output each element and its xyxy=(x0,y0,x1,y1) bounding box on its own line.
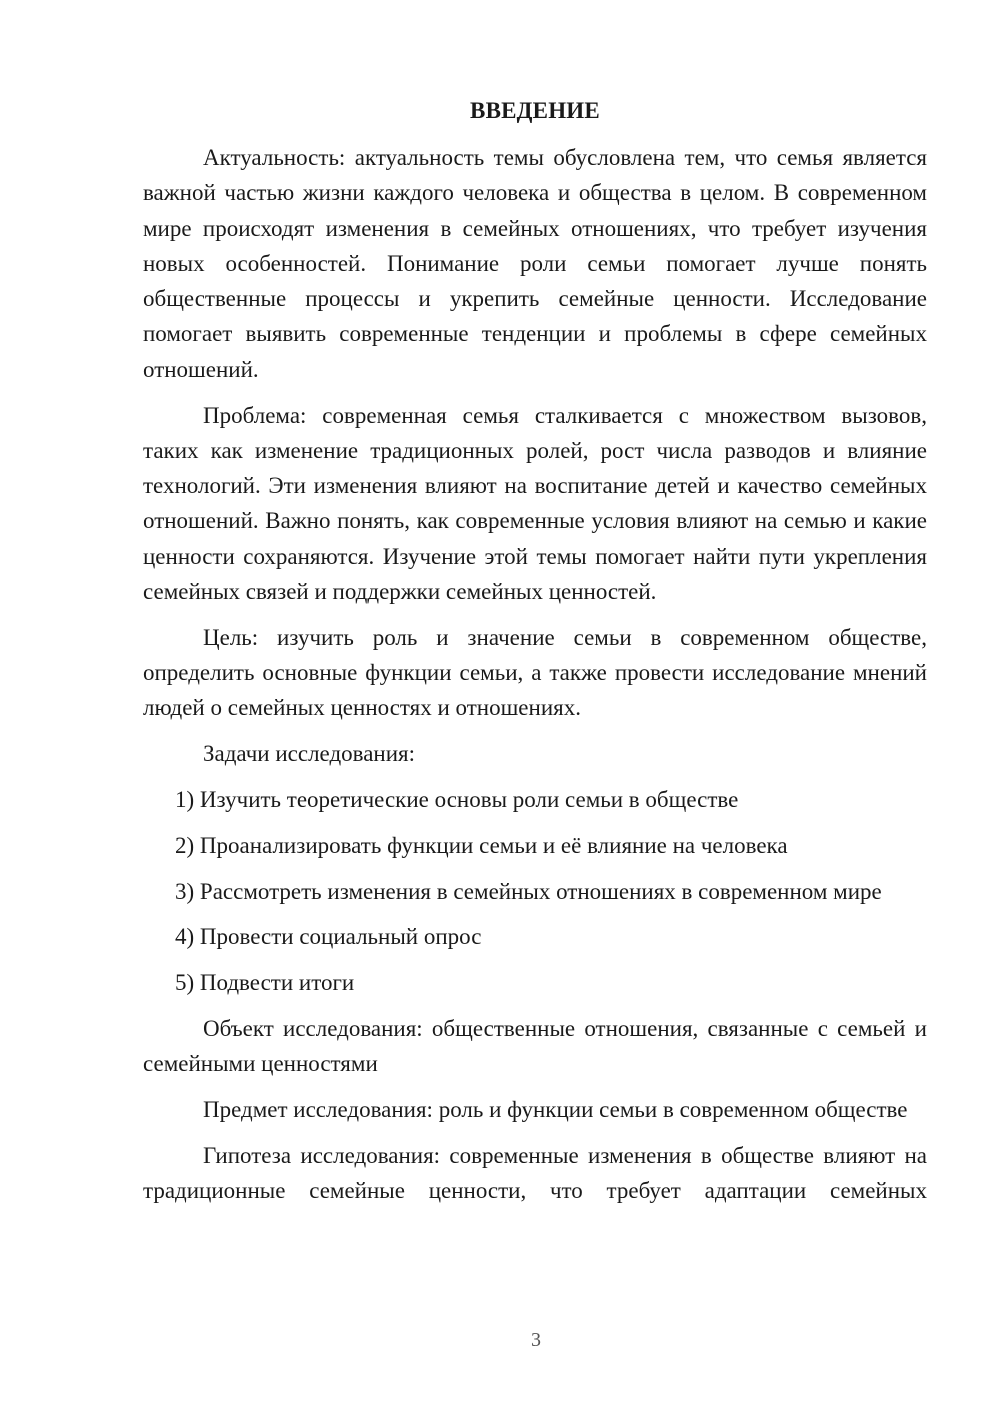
task-item: 3) Рассмотреть изменения в семейных отношениях в современном мире xyxy=(175,878,882,904)
document-page xyxy=(143,94,927,1209)
task-item: 5) Подвести итоги xyxy=(175,970,355,996)
subject-paragraph: Предмет исследования: роль и функции семьи в современном обществе xyxy=(203,1097,908,1123)
task-item: 1) Изучить теоретические основы роли семьи в обществе xyxy=(175,787,739,813)
tasks-heading: Задачи исследования: xyxy=(203,741,416,767)
task-item: 4) Провести социальный опрос xyxy=(175,924,482,950)
page-number: 3 xyxy=(531,1329,541,1351)
hypothesis-paragraph: Гипотеза исследования: современные изменения в обществе влияют на традиционные семейные ценности, что требует адаптации семейных xyxy=(143,1142,927,1204)
section-title: ВВЕДЕНИЕ xyxy=(470,98,600,123)
relevance-paragraph: Актуальность: актуальность темы обусловлена тем, что семья является важной частью жизни каждого человека и общества в целом. В современном мире происходят изменения в семейных отношениях, что требует изучения новых особенностей. Понимание роли семьи помогает лучше понять общественные процессы и укрепить семейные ценности. Исследование помогает выявить современные тенденции и проблемы в сфере семейных отношений. xyxy=(143,145,927,382)
object-paragraph: Объект исследования: общественные отношения, связанные с семьей и семейными ценностями xyxy=(143,1016,927,1077)
task-item: 2) Проанализировать функции семьи и её влияние на человека xyxy=(175,832,788,858)
problem-paragraph: Проблема: современная семья сталкивается с множеством вызовов, таких как изменение традиционных ролей, рост числа разводов и влияние технологий. Эти изменения влияют на воспитание детей и качество семейных отношений. Важно понять, как современные условия влияют на семью и какие ценности сохраняются. Изучение этой темы помогает найти пути укрепления семейных связей и поддержки семейных ценностей. xyxy=(143,402,927,605)
goal-paragraph: Цель: изучить роль и значение семьи в современном обществе, определить основные функции семьи, а также провести исследование мнений людей о семейных ценностях и отношениях. xyxy=(143,624,927,721)
